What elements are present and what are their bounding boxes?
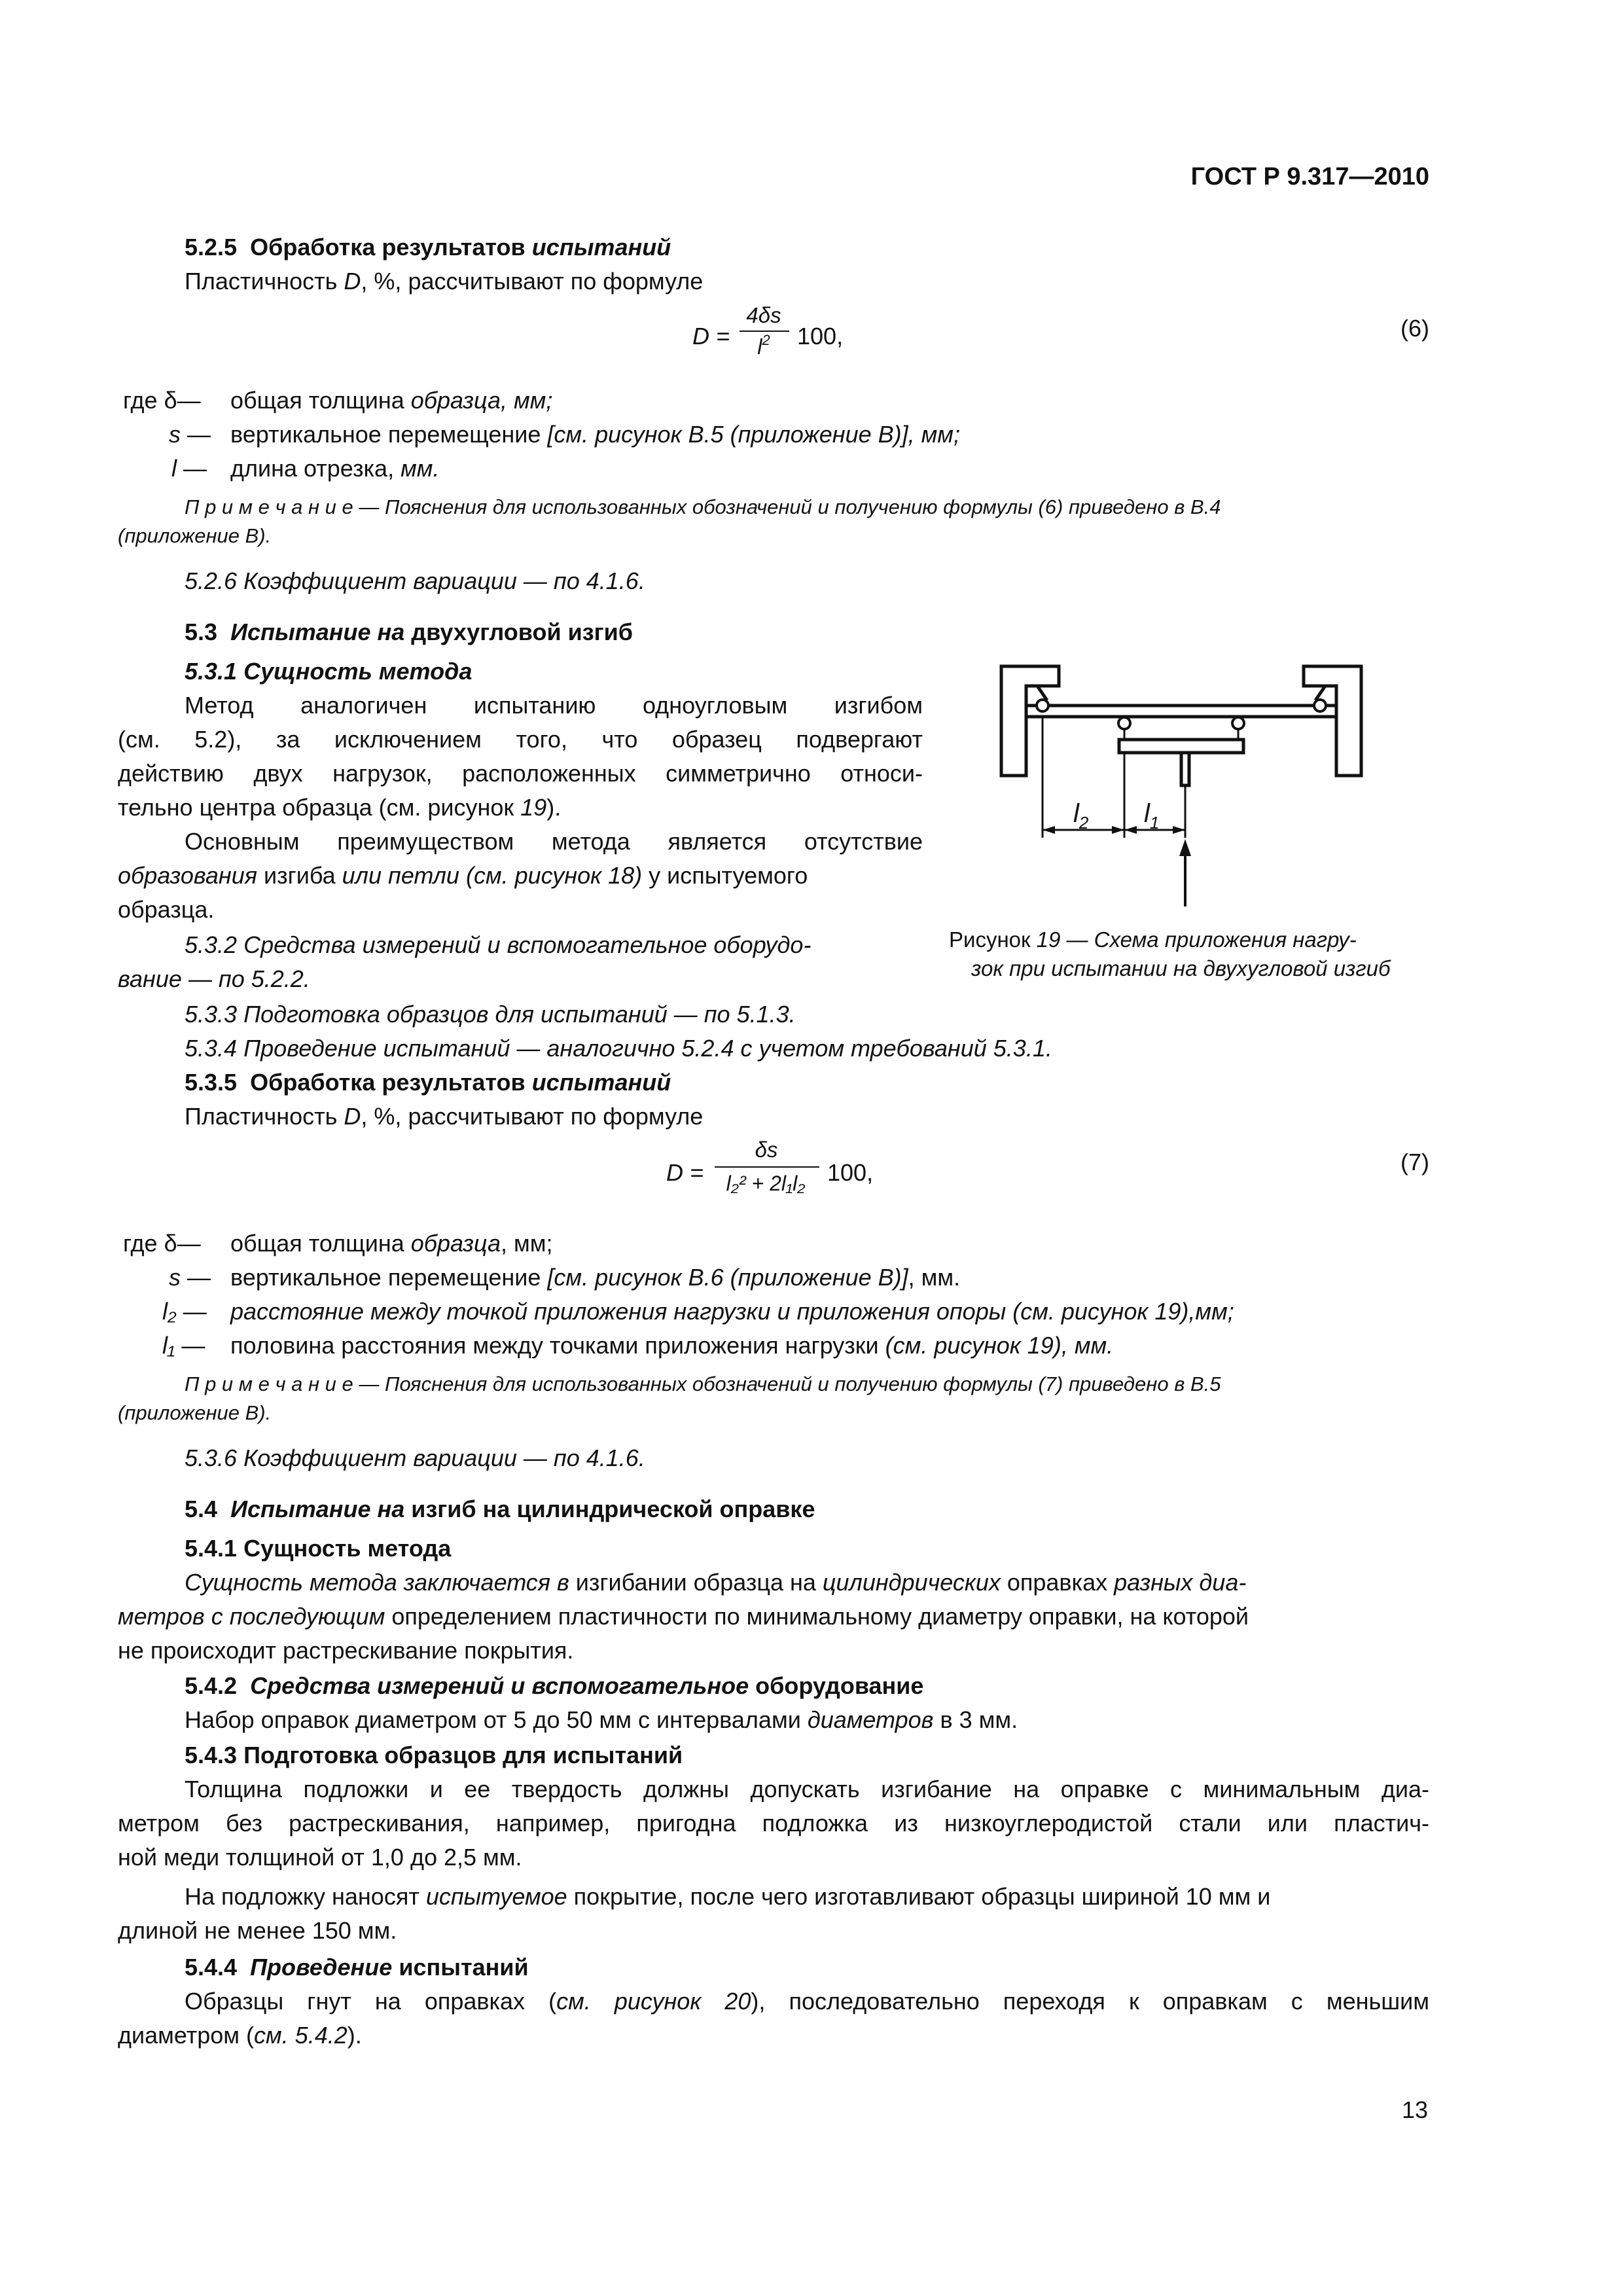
dim-label-l2: l	[1073, 799, 1079, 828]
note-6-line2: (приложение В).	[118, 524, 272, 547]
figure-19-diagram	[982, 655, 1387, 916]
legend-7-text-l1: половина расстояния между точками приложения нагрузки (см. рисунок 19), мм.	[230, 1332, 1114, 1359]
legend-6-text-s: вертикальное перемещение [см. рисунок В.5 (приложение В)], мм;	[230, 421, 960, 448]
section-5-3-1-p2-line1: Основным преимуществом метода является отсутствие	[185, 828, 923, 855]
section-5-4-1-line1: Сущность метода заключается в изгибании образца на цилиндрических оправках разных диа-	[185, 1569, 1247, 1596]
section-5-3-1-p2-line3: образца.	[118, 896, 215, 923]
section-5-3-2-line1: 5.3.2 Средства измерений и вспомогательное оборудо-	[185, 931, 812, 958]
document-page: ГОСТ Р 9.317—2010 5.2.5 Обработка результатов испытаний Пластичность D, %, рассчитывают по формуле D = 4δs $l^2$ 100, (6) где δ— общая толщина образца, мм; s — вертикальное перемещение [см. рисунок В.5 (приложение В)], мм; l — длина отрезка, мм. П р и м е ч а н и е — Пояснения для использованных обозначений и получению формулы (6) приведено в В.4 (приложение В). 5.2.6 Коэффициент вариации — по 4.1.6. 5.3 Испытание на двухугловой изгиб 5.3.1 Сущность метода Метод аналогичен испытанию одноугловым изгибом (см. 5.2), за исключением того, что образец подвергают действию двух нагрузок, расположенных симметрично относи- тельно центра образца (см. рисунок 19). Основным преимуществом метода является отсутствие образования изгиба или петли (см. рисунок 18) у испытуемого образца. 5.3.2 Средства измерений и вспомогательное оборудо- вание — по 5.2.2. $l_2$ $l_1$ Рисунок 19 — Схема приложения нагру- зок при испытании на двухугловой изгиб 5.3.3 Подготовка образцов для испытаний — по 5.1.3. 5.3.4 Проведение испытаний — аналогично 5.2.4 с учетом требований 5.3.1. 5.3.5 Обработка результатов испытаний Пластичность D, %, рассчитывают по формуле D = δs l₂² + 2l₁l₂ 100, (7) где δ— общая толщина образца, мм; s — вертикальное перемещение [см. рисунок В.6 (приложение В)], мм. l₂ — расстояние между точкой приложения нагрузки и приложения опоры (см. рисунок 19),мм; l₁ — половина расстояния между точками приложения нагрузки (см. рисунок 19), мм. П р и м е ч а н и е — Пояснения для использованных обозначений и получению формулы (7) приведено в В.5 (приложение В). 5.3.6 Коэффициент вариации — по 4.1.6. 5.4 Испытание на изгиб на цилиндрической оправке 5.4.1 Сущность метода Сущность метода заключается в изгибании образца на цилиндрических оправках разных диа- метров с последующим определением пластичности по минимальному диаметру оправки, на которой не происходит растрескивание покрытия. 5.4.2 Средства измерений и вспомогательное оборудование Набор оправок диаметром от 5 до 50 мм с интервалами диаметров в 3 мм. 5.4.3 Подготовка образцов для испытаний Толщина подложки и ее твердость должны допускать изгибание на оправке с минимальным диа- метром без растрескивания, например, пригодна подложка из низкоуглеродистой стали или пластич- ной меди толщиной от 1,0 до 2,5 мм. На подложку наносят испытуемое покрытие, после чего изготавливают образцы шириной 10 мм и длиной не менее 150 мм. 5.4.4 Проведение испытаний Образцы гнут на оправках (см. рисунок 20), последовательно переходя к оправкам с меньшим диаметром (см. 5.4.2). 13	[0, 0, 1623, 2296]
section-5-4-1-line2: метров с последующим определением пластичности по минимальному диаметру оправки, на которой	[118, 1603, 1249, 1630]
section-5-2-5-title: 5.2.5 Обработка результатов испытаний	[185, 234, 671, 260]
section-5-4-4-line1: Образцы гнут на оправках (см. рисунок 20), последовательно переходя к оправкам с меньшим	[185, 1988, 1429, 2015]
section-5-4-3-title: 5.4.3 Подготовка образцов для испытаний	[185, 1742, 683, 1768]
note-7-line2: (приложение В).	[118, 1401, 272, 1424]
legend-6-text-delta: общая толщина образца, мм;	[230, 387, 553, 414]
svg-text:l1: $l_1$	[1144, 799, 1160, 833]
section-5-3-2-line2: вание — по 5.2.2.	[118, 965, 310, 992]
loading-beam	[1119, 740, 1243, 753]
section-5-3-1-p1-line1: Метод аналогичен испытанию одноугловым изгибом	[185, 692, 923, 719]
section-5-3-5-title: 5.3.5 Обработка результатов испытаний	[185, 1069, 671, 1096]
section-5-3-6: 5.3.6 Коэффициент вариации — по 4.1.6.	[185, 1444, 645, 1471]
legend-6-row-delta: где δ—	[123, 387, 201, 414]
section-5-3-1-p1-line4: тельно центра образца (см. рисунок 19).	[118, 794, 562, 821]
section-5-4-4-title: 5.4.4 Проведение испытаний	[185, 1954, 529, 1981]
left-support-bracket	[1001, 666, 1059, 776]
section-5-3-1-p2-line2: образования изгиба или петли (см. рисунок 18) у испытуемого	[118, 862, 808, 889]
note-7-line1: П р и м е ч а н и е — Пояснения для использованных обозначений и получению формулы (7) приведено в В.5	[185, 1372, 1221, 1395]
legend-7-text-l2: расстояние между точкой приложения нагрузки и приложения опоры (см. рисунок 19),мм;	[230, 1298, 1234, 1325]
specimen-strip	[1026, 706, 1336, 717]
section-5-3-1-p1-line2: (см. 5.2), за исключением того, что образец подвергают	[118, 726, 923, 753]
legend-7-row-s: s —	[169, 1264, 211, 1291]
legend-6-text-l: длина отрезка, мм.	[230, 455, 440, 482]
section-5-3-title: 5.3 Испытание на двухугловой изгиб	[185, 619, 633, 645]
section-5-3-1-title: 5.3.1 Сущность метода	[185, 658, 473, 685]
svg-text:l2: $l_2$	[1073, 799, 1089, 833]
right-support-point	[1314, 700, 1326, 711]
section-5-2-5-intro: Пластичность D, %, рассчитывают по формуле	[185, 268, 704, 295]
section-5-3-5-intro: Пластичность D, %, рассчитывают по формуле	[185, 1103, 704, 1130]
section-5-2-6: 5.2.6 Коэффициент вариации — по 4.1.6.	[185, 567, 645, 594]
figure-19-caption-line1: Рисунок 19 — Схема приложения нагру-	[949, 927, 1357, 952]
figure-19-caption-line2: зок при испытании на двухугловой изгиб	[971, 956, 1391, 980]
note-6-line1: П р и м е ч а н и е — Пояснения для использованных обозначений и получению формулы (6) приведено в В.4	[185, 495, 1221, 518]
section-5-4-3-p2-line1: На подложку наносят испытуемое покрытие, после чего изготавливают образцы шириной 10 мм и	[185, 1883, 1271, 1910]
legend-6-row-s: s —	[169, 421, 211, 448]
page-number: 13	[1401, 2096, 1428, 2123]
left-support-point	[1037, 700, 1048, 711]
legend-7-row-l1: l₁ —	[162, 1332, 205, 1359]
dim-label-l1: l	[1144, 799, 1150, 828]
legend-7-text-delta: общая толщина образца, мм;	[230, 1230, 553, 1257]
equation-number-7: (7)	[1400, 1149, 1429, 1175]
section-5-4-3-p1-line1: Толщина подложки и ее твердость должны допускать изгибание на оправке с минимальным диа-	[185, 1776, 1429, 1803]
right-support-bracket	[1304, 666, 1361, 776]
section-5-4-2-title: 5.4.2 Средства измерений и вспомогательное оборудование	[185, 1672, 924, 1699]
section-5-4-3-p2-line2: длиной не менее 150 мм.	[118, 1917, 397, 1944]
section-5-4-1-title: 5.4.1 Сущность метода	[185, 1535, 452, 1562]
loading-stem	[1181, 753, 1189, 785]
section-5-4-3-p1-line3: ной меди толщиной от 1,0 до 2,5 мм.	[118, 1844, 522, 1871]
section-5-4-3-p1-line2: метром без растрескивания, например, пригодна подложка из низкоуглеродистой стали или пластич-	[118, 1810, 1429, 1837]
document-header: ГОСТ Р 9.317—2010	[1190, 163, 1429, 190]
section-5-4-4-line2: диаметром (см. 5.4.2).	[118, 2022, 362, 2049]
legend-7-row-l2: l₂ —	[162, 1298, 207, 1325]
legend-7-row-delta: где δ—	[123, 1230, 201, 1257]
section-5-4-1-line3: не происходит растрескивание покрытия.	[118, 1637, 574, 1664]
section-5-4-title: 5.4 Испытание на изгиб на цилиндрической оправке	[185, 1496, 815, 1522]
left-load-point	[1118, 717, 1130, 729]
section-5-3-3: 5.3.3 Подготовка образцов для испытаний — по 5.1.3.	[185, 1001, 796, 1028]
section-5-4-2-line1: Набор оправок диаметром от 5 до 50 мм с интервалами диаметров в 3 мм.	[185, 1706, 1018, 1733]
legend-7-text-s: вертикальное перемещение [см. рисунок В.6 (приложение В)], мм.	[230, 1264, 961, 1291]
equation-number-6: (6)	[1400, 315, 1429, 342]
section-5-3-4: 5.3.4 Проведение испытаний — аналогично 5.2.4 с учетом требований 5.3.1.	[185, 1035, 1052, 1062]
right-load-point	[1232, 717, 1244, 729]
legend-6-row-l: l —	[171, 455, 207, 482]
section-5-3-1-p1-line3: действию двух нагрузок, расположенных симметрично относи-	[118, 760, 923, 787]
